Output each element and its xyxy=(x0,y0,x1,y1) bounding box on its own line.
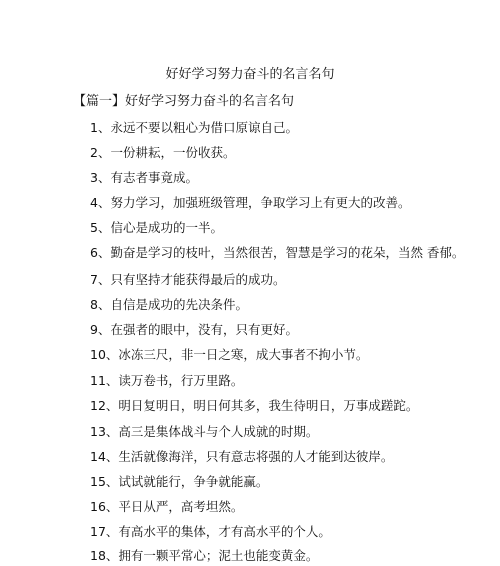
list-item: 13、高三是集体战斗与个人成就的时期。 xyxy=(90,424,319,439)
list-item: 3、有志者事竟成。 xyxy=(90,170,198,185)
list-item: 4、努力学习，加强班级管理，争取学习上有更大的改善。 xyxy=(90,195,411,210)
list-item: 10、冰冻三尺，非一日之寒，成大事者不拘小节。 xyxy=(90,347,369,362)
document-title: 好好学习努力奋斗的名言名句 xyxy=(165,67,335,82)
list-item: 18、拥有一颗平常心；泥土也能变黄金。 xyxy=(90,548,319,563)
list-item: 9、在强者的眼中，没有，只有更好。 xyxy=(90,322,298,337)
list-item: 8、自信是成功的先决条件。 xyxy=(90,297,248,312)
list-item: 15、试试就能行，争争就能赢。 xyxy=(90,474,269,489)
list-item: 12、明日复明日，明日何其多，我生待明日，万事成蹉跎。 xyxy=(90,398,419,413)
list-item: 16、平日从严，高考坦然。 xyxy=(90,499,244,514)
list-item: 1、永远不要以粗心为借口原谅自己。 xyxy=(90,120,298,135)
list-item: 7、只有坚持才能获得最后的成功。 xyxy=(90,272,286,287)
list-item: 5、信心是成功的一半。 xyxy=(90,220,223,235)
list-item: 6、勤奋是学习的枝叶，当然很苦，智慧是学习的花朵，当然 香郁。 xyxy=(90,245,465,260)
list-item: 11、读万卷书，行万里路。 xyxy=(90,373,244,388)
list-item: 14、生活就像海洋，只有意志将强的人才能到达彼岸。 xyxy=(90,449,394,464)
list-item: 2、一份耕耘，一份收获。 xyxy=(90,145,236,160)
section-heading: 【篇一】好好学习努力奋斗的名言名句 xyxy=(73,94,295,109)
list-item: 17、有高水平的集体，才有高水平的个人。 xyxy=(90,524,331,539)
